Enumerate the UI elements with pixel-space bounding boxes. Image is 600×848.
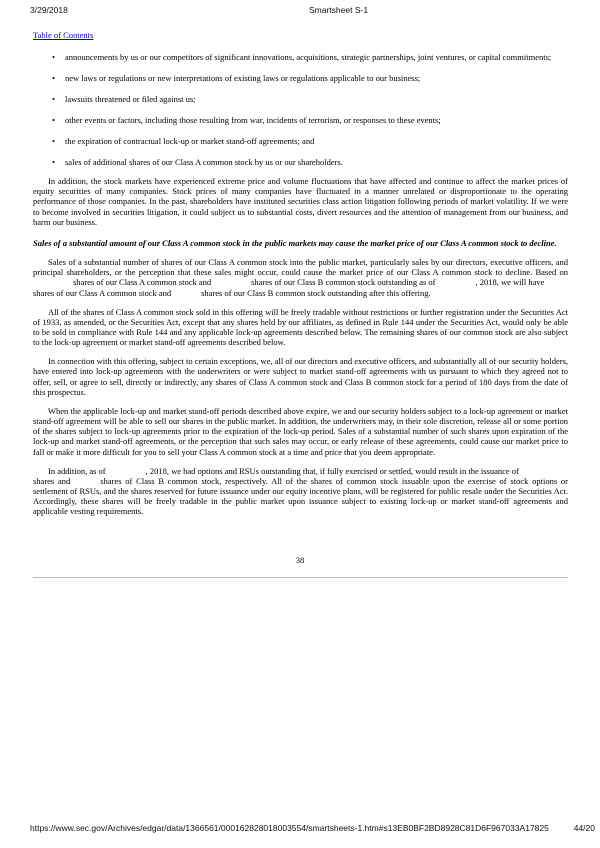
substantial-sales-paragraph: Sales of a substantial number of shares of our Class A common stock into the public market, particularly sales by our directors, executive officers, and principal shareholders, or the perception that these sales might occur, could cause the market price of our Class A common stock to decline. Based onshares of our Class A common stock and shares of our Class B common stock outstanding as of , 2018, we will have shares of our Class A common stock and shares of our Class B common stock outstanding after this offering. xyxy=(33,257,568,298)
document-body xyxy=(33,52,568,525)
print-url: https://www.sec.gov/Archives/edgar/data/1366561/000162828018003554/smartsheets-1.htm#s13EB0BF2BD8928C81D6F967033A17825 xyxy=(30,823,549,833)
risk-factor-bullet-list xyxy=(33,52,568,167)
list-item: • new laws or regulations or new interpretations of existing laws or regulations applicable to our business; xyxy=(52,73,421,83)
risk-factor-heading: Sales of a substantial amount of our Class A common stock in the public markets may cause the market price of our Class A common stock to decline. xyxy=(33,238,557,249)
options-rsus-paragraph: In addition, as of , 2018, we had options and RSUs outstanding that, if fully exercised or settled, would result in the issuance of shares and shares of Class B common stock, respectively. All of the shares of common stock issuable upon the exercise of stock options or settlement of RSUs, and the shares reserved for future issuance under our equity incentive plans, will be registered for public resale under the Securities Act. Accordingly, these shares will be freely tradable in the public market upon issuance subject to existing lock-up or market stand-off agreements and applicable vesting requirements. xyxy=(33,465,568,517)
list-item: • lawsuits threatened or filed against us; xyxy=(52,94,196,104)
table-of-contents-link[interactable]: Table of Contents xyxy=(33,30,94,40)
print-title: Smartsheet S-1 xyxy=(309,5,369,15)
browser-print-footer xyxy=(0,823,600,835)
list-item: • other events or factors, including those resulting from war, incidents of terrorism, or responses to these events; xyxy=(52,115,441,125)
bullet-icon: • xyxy=(52,157,55,167)
page-number: 38 xyxy=(295,555,305,565)
bullet-icon: • xyxy=(52,94,55,104)
lockup-expiration-paragraph: When the applicable lock-up and market stand-off periods described above expire, we and our security holders subject to a lock-up agreement or market stand-off agreement will be able to sell our shares in the public market. In addition, the underwriters may, in their sole discretion, release all or some portion of the shares subject to lock-up agreements prior to the expiration of the lock-up period. Sales of a substantial number of such shares upon expiration of the lock-up and market stand-off agreements, or the perception that such sales may occur, or early release of these agreements, could cause our market price to fall or make it more difficult for you to sell your Class A common stock at a time and price that you deem appropriate. xyxy=(33,405,568,457)
bullet-icon: • xyxy=(52,136,55,146)
list-item: • announcements by us or our competitors of significant innovations, acquisitions, strategic partnerships, joint ventures, or capital commitments; xyxy=(52,52,552,62)
freely-tradable-paragraph: All of the shares of Class A common stock sold in this offering will be freely tradable without restrictions or further registration under the Securities Act of 1933, as amended, or the Securities Act, except that any shares held by our affiliates, as defined in Rule 144 under the Securities Act, would only be able to be sold in compliance with Rule 144 and any applicable lock-up agreements described below. The remaining shares of our common stock are also subject to the lock-up agreement or market stand-off agreements described below. xyxy=(33,306,568,348)
print-page-count: 44/20 xyxy=(573,823,595,833)
market-volatility-paragraph: In addition, the stock markets have experienced extreme price and volume fluctuations that have affected and continue to affect the market prices of equity securities of many companies. Stock prices of many companies have fluctuated in a manner unrelated or disproportionate to the operating performance of those companies. In the past, shareholders have instituted securities class action litigation following periods of market volatility. If we were to become involved in securities litigation, it could subject us to substantial costs, divert resources and the attention of management from our business, and harm our business. xyxy=(33,176,568,227)
page-divider xyxy=(33,577,568,578)
print-date: 3/29/2018 xyxy=(30,5,68,15)
bullet-icon: • xyxy=(52,73,55,83)
list-item: • sales of additional shares of our Class A common stock by us or our shareholders. xyxy=(52,157,343,167)
bullet-icon: • xyxy=(52,115,55,125)
lockup-agreements-paragraph: In connection with this offering, subject to certain exceptions, we, all of our directors and executive officers, and substantially all of our security holders, have entered into lock-up agreements with the underwriters or were subject to market stand-off agreements with us pursuant to which they agreed not to offer, sell, or agree to sell, directly or indirectly, any shares of Class A common stock and Class B common stock for a period of 180 days from the date of this prospectus. xyxy=(33,356,568,397)
bullet-icon: • xyxy=(52,52,55,62)
list-item: • the expiration of contractual lock-up or market stand-off agreements; and xyxy=(52,136,315,146)
browser-print-header xyxy=(0,5,600,17)
